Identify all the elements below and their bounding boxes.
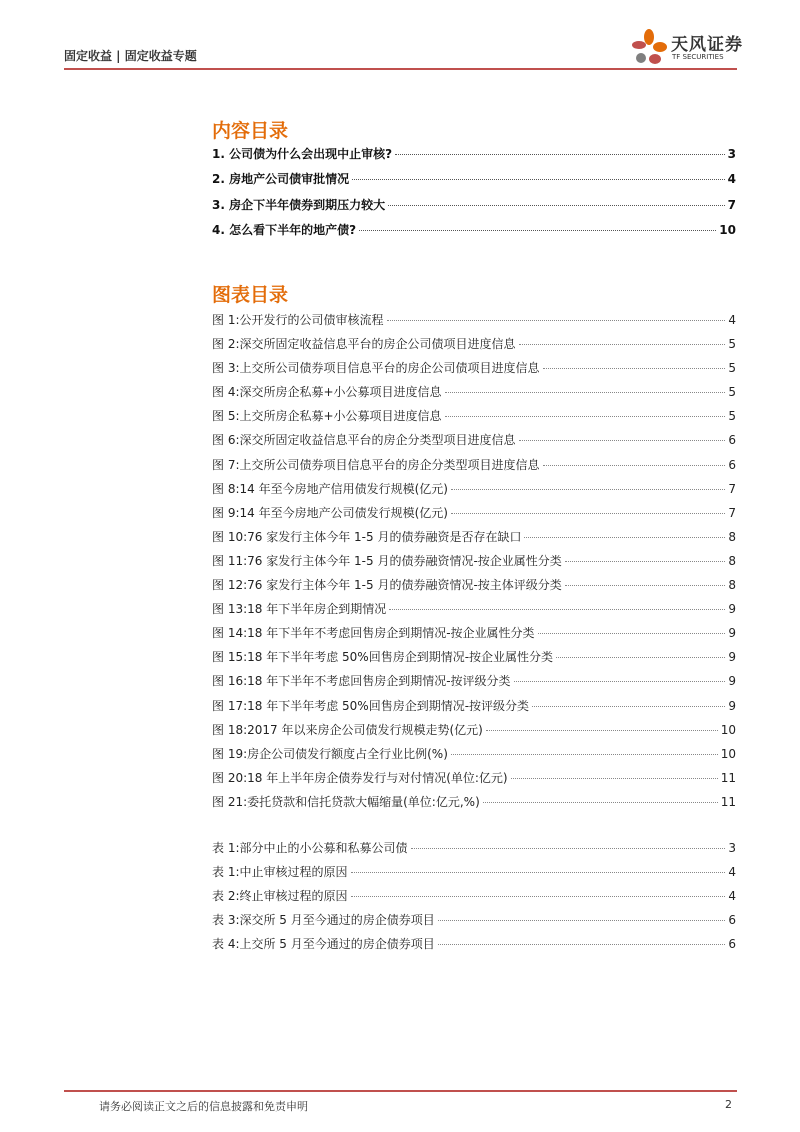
page-ref: 3 (728, 841, 736, 855)
dot-leader (451, 513, 725, 514)
entry-label: 2. 房地产公司债审批情况 (212, 172, 350, 187)
dot-leader (387, 320, 726, 321)
dot-leader (538, 633, 726, 634)
dot-leader (395, 154, 725, 155)
dot-leader (389, 609, 725, 610)
dot-leader (388, 205, 725, 206)
figure-item[interactable] (212, 624, 736, 648)
dot-leader (451, 489, 725, 490)
footer-divider (64, 1090, 737, 1092)
figure-item[interactable] (212, 504, 736, 528)
figure-item[interactable] (212, 697, 736, 721)
dot-leader (438, 920, 726, 921)
dot-leader (351, 896, 726, 897)
company-logo (629, 28, 743, 68)
figure-item[interactable] (212, 311, 736, 335)
entry-label: 表 4:上交所 5 月至今通过的房企债券项目 (212, 937, 435, 952)
page-ref: 5 (728, 409, 736, 424)
logo-mark-icon (629, 28, 669, 68)
dot-leader (532, 706, 725, 707)
page-ref: 5 (728, 337, 736, 352)
dot-leader (411, 848, 726, 849)
entry-label: 表 2:终止审核过程的原因 (212, 889, 348, 904)
figures-title: 图表目录 (212, 284, 289, 306)
figure-item[interactable] (212, 407, 736, 431)
page-ref: 5 (728, 385, 736, 400)
dot-leader (519, 440, 726, 441)
logo-name-en: TF SECURITIES (672, 53, 724, 61)
dot-leader (445, 392, 726, 393)
entry-label: 表 1:中止审核过程的原因 (212, 865, 348, 880)
header-breadcrumb: 固定收益 | 固定收益专题 (64, 49, 197, 63)
toc-item[interactable] (212, 196, 736, 221)
entry-label: 图 6:深交所固定收益信息平台的房企分类型项目进度信息 (212, 433, 516, 448)
entry-label: 图 4:深交所房企私募+小公募项目进度信息 (212, 385, 442, 400)
logo-name-cn: 天风证券 (671, 35, 743, 55)
entry-label: 图 5:上交所房企私募+小公募项目进度信息 (212, 409, 442, 424)
dot-leader (514, 681, 726, 682)
header-divider (64, 68, 737, 70)
entry-label: 图 13:18 年下半年房企到期情况 (212, 602, 387, 617)
dot-leader (483, 802, 718, 803)
entry-label: 图 14:18 年下半年不考虑回售房企到期情况-按企业属性分类 (212, 626, 535, 641)
figure-item[interactable] (212, 672, 736, 696)
page-ref: 11 (720, 794, 736, 809)
dot-leader (524, 537, 725, 538)
table-item[interactable] (212, 863, 736, 887)
entry-label: 图 11:76 家发行主体今年 1-5 月的债券融资情况-按企业属性分类 (212, 553, 562, 568)
entry-label: 4. 怎么看下半年的地产债? (212, 222, 357, 237)
page-ref: 4 (728, 313, 736, 327)
figure-item[interactable] (212, 456, 736, 480)
entry-label: 图 8:14 年至今房地产信用债发行规模(亿元) (212, 481, 448, 496)
dot-leader (556, 657, 725, 658)
dot-leader (352, 179, 725, 180)
page-ref: 4 (728, 889, 736, 904)
table-item[interactable] (212, 839, 736, 863)
table-list (212, 839, 736, 959)
entry-label: 图 9:14 年至今房地产公司债发行规模(亿元) (212, 505, 448, 520)
dot-leader (543, 465, 726, 466)
entry-label: 图 7:上交所公司债券项目信息平台的房企分类型项目进度信息 (212, 457, 540, 472)
figure-item[interactable] (212, 528, 736, 552)
toc-item[interactable] (212, 145, 736, 170)
dot-leader (451, 754, 718, 755)
entry-label: 图 17:18 年下半年考虑 50%回售房企到期情况-按评级分类 (212, 698, 530, 713)
dot-leader (486, 730, 718, 731)
dot-leader (438, 944, 726, 945)
entry-label: 图 3:上交所公司债券项目信息平台的房企公司债项目进度信息 (212, 361, 540, 376)
figure-item[interactable] (212, 600, 736, 624)
page-ref: 7 (728, 505, 736, 520)
figure-item[interactable] (212, 335, 736, 359)
page-number: 2 (725, 1098, 732, 1111)
entry-label: 图 21:委托贷款和信托贷款大幅缩量(单位:亿元,%) (212, 794, 480, 809)
figure-list (212, 311, 736, 817)
entry-label: 3. 房企下半年债券到期压力较大 (212, 197, 386, 212)
toc-list (212, 145, 736, 246)
page-ref: 7 (728, 481, 736, 496)
table-item[interactable] (212, 887, 736, 911)
entry-label: 图 15:18 年下半年考虑 50%回售房企到期情况-按企业属性分类 (212, 650, 554, 665)
page-ref: 6 (728, 433, 736, 448)
dot-leader (351, 872, 726, 873)
footer-disclaimer: 请务必阅读正文之后的信息披露和免责申明 (99, 1100, 308, 1113)
toc-title: 内容目录 (212, 120, 289, 142)
entry-label: 表 3:深交所 5 月至今通过的房企债券项目 (212, 913, 435, 928)
figure-item[interactable] (212, 769, 736, 793)
entry-label: 图 18:2017 年以来房企公司债发行规模走势(亿元) (212, 722, 483, 737)
figure-item[interactable] (212, 383, 736, 407)
page-ref: 9 (728, 698, 736, 713)
entry-label: 图 12:76 家发行主体今年 1-5 月的债券融资情况-按主体评级分类 (212, 578, 562, 593)
page-ref: 4 (727, 172, 736, 187)
page-ref: 9 (728, 626, 736, 641)
page-ref: 6 (728, 913, 736, 928)
page-ref: 8 (728, 578, 736, 593)
entry-label: 图 1:公开发行的公司债审核流程 (212, 313, 384, 327)
page-ref: 11 (720, 770, 736, 785)
entry-label: 1. 公司债为什么会出现中止审核? (212, 147, 393, 161)
table-item[interactable] (212, 911, 736, 935)
figure-item[interactable] (212, 793, 736, 817)
figure-item[interactable] (212, 576, 736, 600)
figure-item[interactable] (212, 552, 736, 576)
dot-leader (565, 561, 726, 562)
entry-label: 表 1:部分中止的小公募和私募公司债 (212, 841, 408, 855)
toc-item[interactable] (212, 170, 736, 195)
dot-leader (445, 416, 726, 417)
page-ref: 3 (727, 147, 736, 161)
dot-leader (565, 585, 726, 586)
figure-item[interactable] (212, 648, 736, 672)
figure-item[interactable] (212, 359, 736, 383)
dot-leader (511, 778, 718, 779)
dot-leader (519, 344, 726, 345)
page-ref: 7 (727, 197, 736, 212)
page-ref: 6 (728, 937, 736, 952)
dot-leader (543, 368, 726, 369)
page-ref: 10 (719, 222, 736, 237)
entry-label: 图 20:18 年上半年房企债券发行与对付情况(单位:亿元) (212, 770, 508, 785)
page-ref: 8 (728, 529, 736, 544)
entry-label: 图 19:房企公司债发行额度占全行业比例(%) (212, 746, 448, 761)
page-ref: 9 (728, 602, 736, 617)
figure-item[interactable] (212, 745, 736, 769)
entry-label: 图 10:76 家发行主体今年 1-5 月的债券融资是否存在缺口 (212, 529, 522, 544)
page-ref: 10 (720, 722, 736, 737)
figure-item[interactable] (212, 721, 736, 745)
entry-label: 图 16:18 年下半年不考虑回售房企到期情况-按评级分类 (212, 674, 511, 689)
page-ref: 9 (728, 650, 736, 665)
toc-item[interactable] (212, 221, 736, 246)
page-ref: 5 (728, 361, 736, 376)
page-ref: 6 (728, 457, 736, 472)
page-ref: 8 (728, 553, 736, 568)
page-ref: 4 (728, 865, 736, 880)
table-item[interactable] (212, 935, 736, 959)
entry-label: 图 2:深交所固定收益信息平台的房企公司债项目进度信息 (212, 337, 516, 352)
figure-item[interactable] (212, 480, 736, 504)
dot-leader (359, 230, 716, 231)
figure-item[interactable] (212, 431, 736, 455)
page-ref: 9 (728, 674, 736, 689)
page-ref: 10 (720, 746, 736, 761)
